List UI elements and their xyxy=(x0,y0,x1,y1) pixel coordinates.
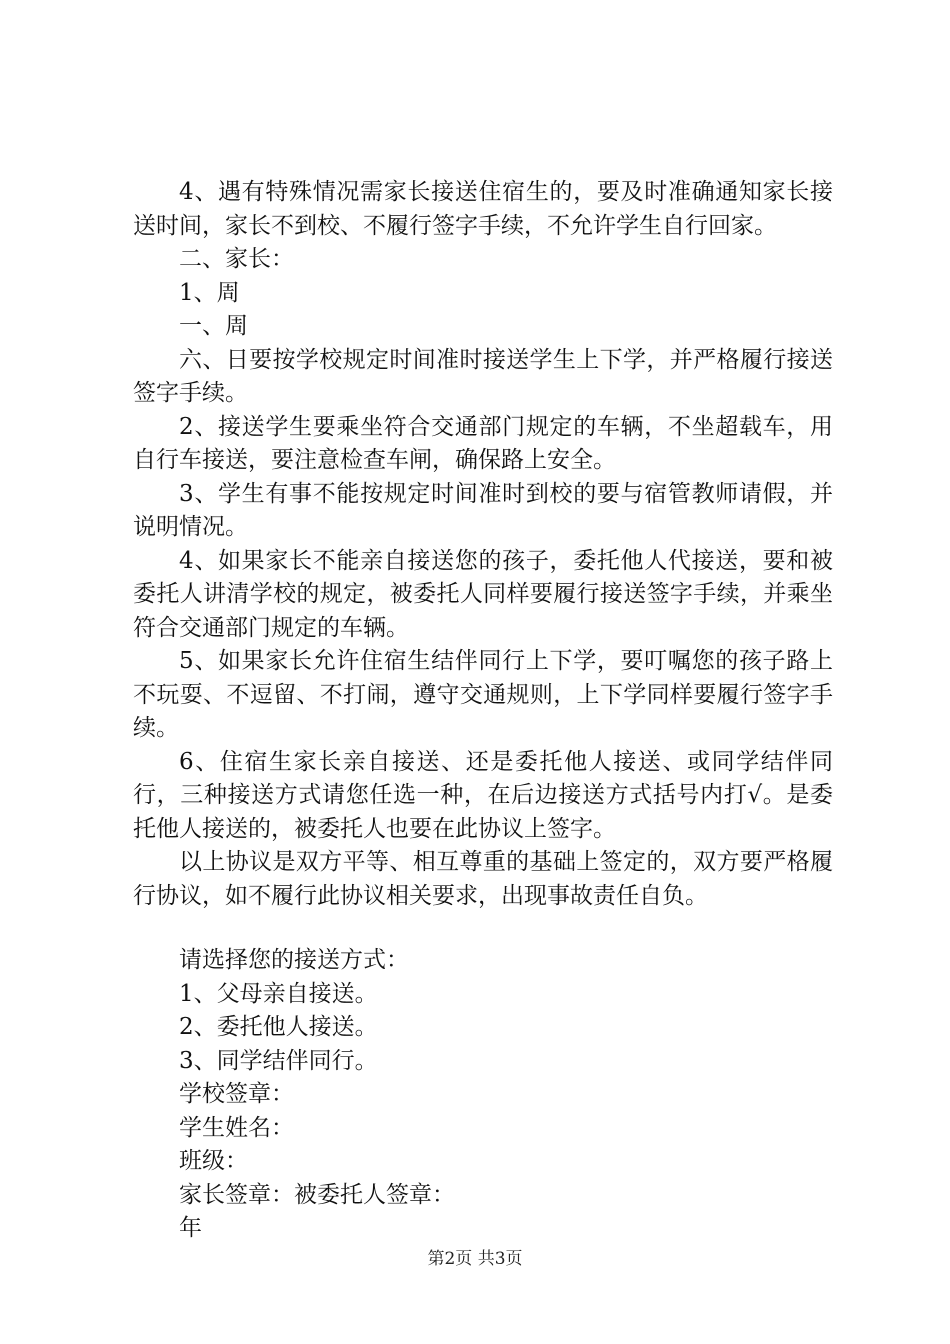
paragraph: 4、如果家长不能亲自接送您的孩子，委托他人代接送，要和被委托人讲清学校的规定，被委托人同样要履行接送签字手续，并乘坐符合交通部门规定的车辆。 xyxy=(133,547,833,641)
paragraph: 4、遇有特殊情况需家长接送住宿生的，要及时准确通知家长接送时间，家长不到校、不履行签字手续，不允许学生自行回家。 xyxy=(133,179,833,239)
paragraph: 3、学生有事不能按规定时间准时到校的要与宿管教师请假，并说明情况。 xyxy=(133,480,833,540)
section-heading: 二、家长： xyxy=(179,246,294,272)
paragraph: 6、住宿生家长亲自接送、还是委托他人接送、或同学结伴同行，三种接送方式请您任选一种，在后边接送方式括号内打√。是委托他人接送的，被委托人也要在此协议上签字。 xyxy=(133,748,833,842)
paragraph: 2、接送学生要乘坐符合交通部门规定的车辆，不坐超载车，用自行车接送，要注意检查车闸，确保路上安全。 xyxy=(133,413,833,473)
paragraph: 以上协议是双方平等、相互尊重的基础上签定的，双方要严格履行协议，如不履行此协议相关要求，出现事故责任自负。 xyxy=(133,849,833,909)
student-name-field: 学生姓名： xyxy=(179,1114,294,1141)
school-seal-field: 学校签章： xyxy=(179,1081,294,1107)
paragraph: 一、周 xyxy=(179,313,248,339)
paragraph: 六、日要按学校规定时间准时接送学生上下学，并严格履行接送签字手续。 xyxy=(133,346,833,406)
date-field: 年 xyxy=(179,1215,202,1241)
paragraph: 1、周 xyxy=(179,279,240,306)
paragraph: 5、如果家长允许住宿生结伴同行上下学，要叮嘱您的孩子路上不玩耍、不逗留、不打闹，遵守交通规则，上下学同样要履行签字手续。 xyxy=(133,648,833,741)
document-body xyxy=(133,176,833,1246)
page-number: 第2页 共3页 xyxy=(427,1249,523,1269)
pickup-option: 3、同学结伴同行。 xyxy=(179,1047,378,1074)
class-field: 班级： xyxy=(179,1148,248,1174)
paragraph-gap xyxy=(133,913,833,944)
pickup-option: 2、委托他人接送。 xyxy=(179,1014,378,1040)
pickup-method-prompt: 请选择您的接送方式： xyxy=(179,947,409,973)
pickup-option: 1、父母亲自接送。 xyxy=(179,980,378,1007)
parent-signature-field: 家长签章：被委托人签章： xyxy=(179,1181,455,1208)
